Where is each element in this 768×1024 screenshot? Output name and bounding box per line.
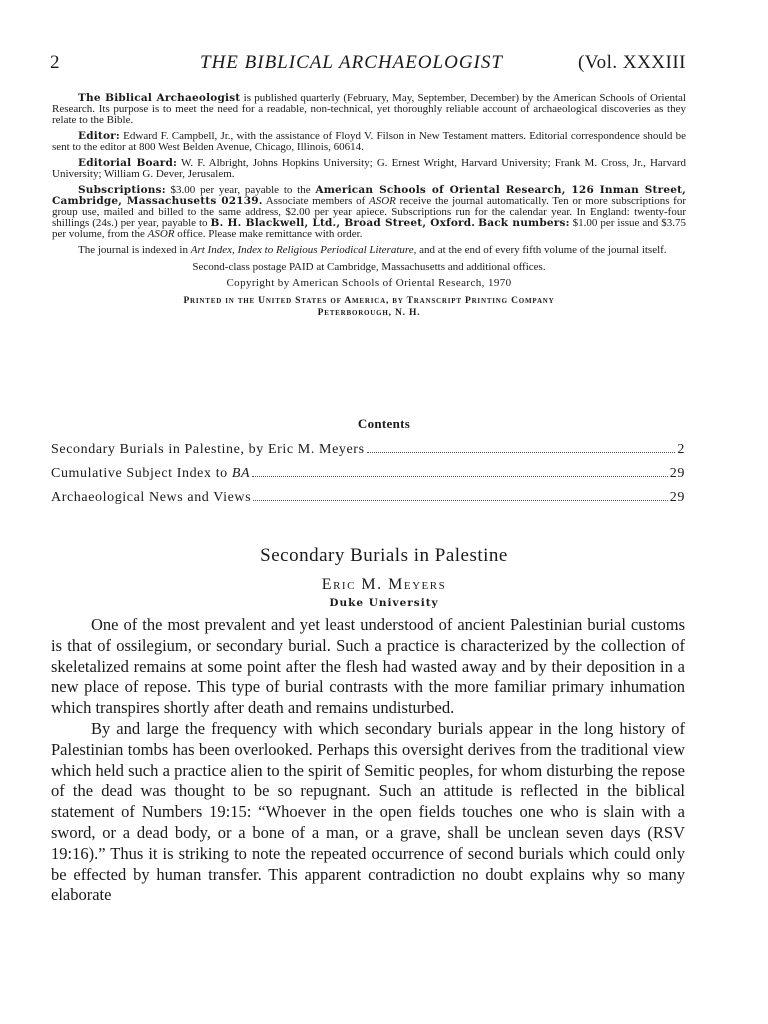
toc-leader-dots [253, 499, 668, 501]
toc-entry-page: 29 [669, 490, 685, 505]
index-statement: The journal is indexed in Art Index, Index to Religious Periodical Literature, and at the end of every fifth volume of the journal itself. [78, 244, 667, 256]
toc-entry[interactable] [51, 490, 685, 514]
toc-entry-page: 29 [669, 466, 685, 481]
body-paragraph: One of the most prevalent and yet least understood of ancient Palestinian burial customs is that of ossilegium, or secondary burial. Such a practice is characterized by the collection of skeletalized remains at some point after the flesh had wasted away and by their deposition in a new place of repose. This type of burial contrasts with the more familiar primary inhumation which transpires shortly after death and remains undisturbed. [51, 615, 685, 718]
toc-leader-dots [252, 475, 668, 477]
page-number: 2 [50, 52, 60, 73]
toc-entry-title: Secondary Burials in Palestine, by Eric M. Meyers [51, 442, 365, 457]
article-body [51, 615, 685, 906]
masthead [52, 93, 686, 324]
editor-statement: Editor: Edward F. Campbell, Jr., with the assistance of Floyd V. Filson in New Testament matters. Editorial correspondence should be sent to the editor at 800 West Belden Avenue, Chicago, Illinois, 60614. [52, 130, 686, 153]
contents-heading: Contents [357, 416, 411, 431]
toc-leader-dots [367, 451, 676, 453]
toc-entry-page: 2 [677, 442, 685, 457]
volume-label: (Vol. XXXIII [577, 52, 686, 73]
article-title: Secondary Burials in Palestine [260, 545, 508, 566]
printer-notice: Printed in the United States of America, by Transcript Printing Company Peterborough, N. H. [183, 296, 555, 318]
running-head [50, 52, 686, 74]
body-paragraph: By and large the frequency with which secondary burials appear in the long history of Palestinian tombs has been overlooked. Perhaps this oversight derives from the traditional view which held such a practice alien to the spirit of Semitic peoples, for whom disturbing the repose of the dead was thought to be so repugnant. Such an attitude is reflected in the biblical statement of Numbers 19:15: “Whoever in the open fields touches one who is slain with a sword, or a dead body, or a bone of a man, or a grave, shall be unclean seven days (RSV 19:16).” Thus it is striking to note the repeated occurrence of second burials which could only be effected by human transfer. This apparent contradiction no doubt explains why so many elaborate [51, 718, 685, 905]
copyright-notice: Copyright by American Schools of Oriental Research, 1970 [226, 277, 512, 289]
article-author: Eric M. Meyers [321, 576, 447, 593]
editorial-board-statement: Editorial Board: W. F. Albright, Johns Hopkins University; G. Ernest Wright, Harvard University; Frank M. Cross, Jr., Harvard University; William G. Dever, Jerusalem. [52, 157, 686, 180]
journal-title: THE BIBLICAL ARCHAEOLOGIST [200, 52, 503, 73]
toc-entry[interactable] [51, 466, 685, 490]
table-of-contents [51, 442, 685, 514]
toc-entry-title: Cumulative Subject Index to BA [51, 466, 251, 481]
subscriptions-statement: Subscriptions: $3.00 per year, payable to the American Schools of Oriental Research, 126 Inman Street, Cambridge, Massachusetts 02139. Associate members of ASOR receive the journal automatically. Ten or more subscriptions for group use, mailed and billed to the same address, $2.00 per year apiece. Subscriptions run for the calendar year. In England: twenty-four shillings (24s.) per year, payable to B. H. Blackwell, Ltd., Broad Street, Oxford. Back numbers: $1.00 per issue and $3.75 per volume, from the ASOR office. Please make remittance with order. [52, 184, 687, 240]
toc-entry[interactable] [51, 442, 685, 466]
toc-entry-title: Archaeological News and Views [51, 490, 252, 505]
author-affiliation: Duke University [329, 597, 439, 609]
postage-statement: Second-class postage PAID at Cambridge, Massachusetts and additional offices. [192, 261, 546, 273]
publication-statement: The Biblical Archaeologist is published quarterly (February, May, September, December) by the American Schools of Oriental Research. Its purpose is to meet the need for a readable, non-technical, yet thoroughly reliable account of archaeological discoveries as they relate to the Bible. [52, 92, 686, 126]
